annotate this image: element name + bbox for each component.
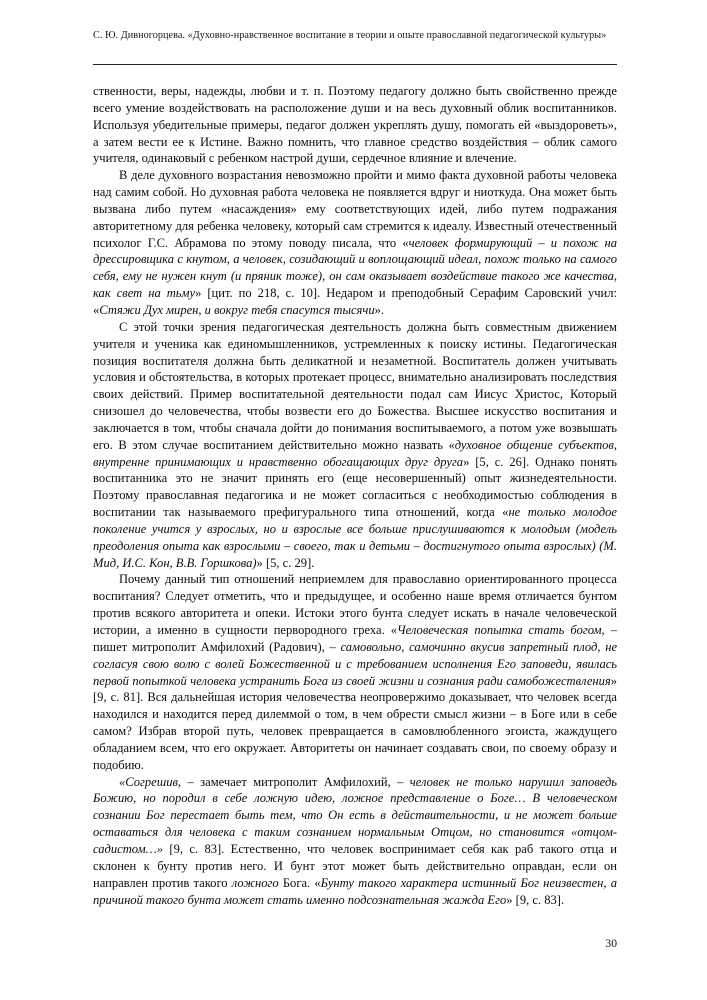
text-run: ственности, веры, надежды, любви и т. п. Поэтому педагогу должно быть свойственно прежде всего умение воздействовать на расположение души и на весь духовный облик воспитанников. Используя убедительные примеры, педагог должен укреплять душу, помогать ей «выздороветь», а затем вести ее к Истине. Важно помнить, что главное средство воздействия – облик самого учителя, одинаковый с ребенком настрой души, сердечное влияние и влечение. [93, 84, 617, 166]
text-run: » [5, с. 26]. Однако понять воспитанника это не значит принять его (еще несовершенный) опыт жизнедеятельности. Поэтому православная педагогика и не может согласиться с необходимостью соблюдения в воспитании так называемого префигурального типа отношений, когда « [93, 454, 617, 520]
paragraph-rebellion-origins [93, 571, 617, 773]
header-divider-rule [93, 64, 617, 65]
body-text-column [93, 83, 617, 908]
text-run: » [9, с. 81]. Вся дальнейшая история человечества неопровержимо доказывает, что человек всегда находился и находится перед дилеммой о том, в чем обрести смысл жизни – в Боге или в себе самом? Избрав второй путь, человек превращается в самовлюбленного эгоиста, жаждущего обладанием всем, что его окружает. Авторитеты он начинает создавать свои, по своему образу и подобию. [93, 673, 617, 772]
running-head: С. Ю. Дивногорцева. «Духовно-нравственное воспитание в теории и опыте православной педагогической культуры» [93, 30, 607, 41]
text-run: » [9, с. 83]. [506, 892, 565, 907]
paragraph-sin-false-god [93, 774, 617, 909]
quote-prefigurative: не только молодое поколение учится у взрослых, но и взрослые все больше прислушиваются к молодым (модель преодоления опыта как взрослыми – своего, так и детьми – достигнутого опыта взрослых) (М. Мид, И.С. Кон, В.В. Горшкова) [93, 505, 617, 570]
quote-spiritual-communion: духовное общение субъектов, внутренне принимающих и нравственно обогащающих друг друга [93, 437, 617, 469]
text-run: – пишет митрополит Амфилохий (Радович), – [93, 623, 617, 654]
text-run: Почему данный тип отношений неприемлем для православно ориентированного процесса воспитания? Следует отметить, что и предыдущее, и особенно наше время отличается бунтом против всякого авторитета и опеки. Истоки этого бунта следует искать в начале человеческой истории, а именно в сущности первородного греха. « [93, 572, 617, 637]
text-run: – замечает митрополит Амфилохий, – [181, 774, 410, 789]
quote-sogreshiv-opening: «Согрешив, [119, 774, 182, 789]
quote-sogreshiv-body: человек не только нарушил заповедь Божию, но породил в себе ложную идею, ложное представление о Боге… В человеческом сознании Бог перестает быть тем, что Он есть в действительности, и не может больше оставаться для человека с таким сознанием нормальным Отцом, но становится «отцом-садистом…» [93, 774, 617, 856]
page-number: 30 [605, 937, 617, 950]
paragraph-pedagogical-activity [93, 319, 617, 572]
quote-abramova: человек формирующий – и похож на дрессировщика с кнутом, а человек, созидающий и воплощающий идеал, похож только на самого себя, ему не нужен кнут (и пряник тоже), он сам оказывает воздействие такого же качества, как свет на тьму [93, 235, 617, 301]
text-run: ». [374, 302, 385, 317]
quote-amfilohij-body: самовольно, самочинно вкусив запретный плод, не согласуя свою волю с волей Божественной и с требованием исполнения Его заповеди, явилась первой попыткой человека устранить Бога из своей жизни и сознания ради самобожествления [93, 639, 618, 688]
text-run: » [5, с. 29]. [256, 555, 315, 570]
paragraph-spiritual-growth [93, 167, 617, 319]
paragraph-continued-lead [93, 83, 617, 167]
quote-serafim: Стяжи Дух мирен, и вокруг тебя спасутся тысячи [99, 302, 375, 317]
quote-amfilohij-opening: Человеческая попытка стать богом, [397, 623, 605, 637]
text-run: Бога. « [278, 875, 321, 890]
text-run: В деле духовного возрастания невозможно пройти и мимо факта духовной работы человека над самим собой. Но духовная работа человека не появляется вдруг и ниоткуда. Она может быть вызвана либо путем «насаждения» ему соответствующих идей, либо путем подражания авторитетному для ребенка человеку, который сам стремится к идеалу. Известный отечественный психолог Г.С. Абрамова по этому поводу писала, что « [93, 168, 617, 250]
quote-bunt: Бунту такого характера истинный Бог неизвестен, а причиной такого бунта может стать именно подсознательная жажда Его [93, 875, 617, 907]
emphasis-false: ложного [231, 875, 279, 890]
text-run: [9, с. 83]. Естественно, что человек воспринимает себя как раб такого отца и склонен к бунту против него. И бунт этот может быть действительно оправдан, если он направлен против такого [93, 841, 617, 890]
text-run: С этой точки зрения педагогическая деятельность должна быть совместным движением учителя и ученика как единомышленников, устремленных к поиску истины. Педагогическая позиция воспитателя должна быть деликатной и незаметной. Воспитатель должен учитывать условия и обстоятельства, в которых протекает процесс, внимательно анализировать последствия своих действий. Пример воспитательной деятельности подал сам Иисус Христос, Который снизошел до человечества, чтобы возвести его до Божества. Высшее искусство воспитания и заключается в том, чтобы сначала дойти до понимания воспитываемого, а потом уже возвышать его. В этом случае воспитанием действительно можно назвать « [93, 319, 617, 452]
text-run: » [цит. по 218, с. 10]. Недаром и преподобный Серафим Саровский учил: « [93, 286, 617, 317]
